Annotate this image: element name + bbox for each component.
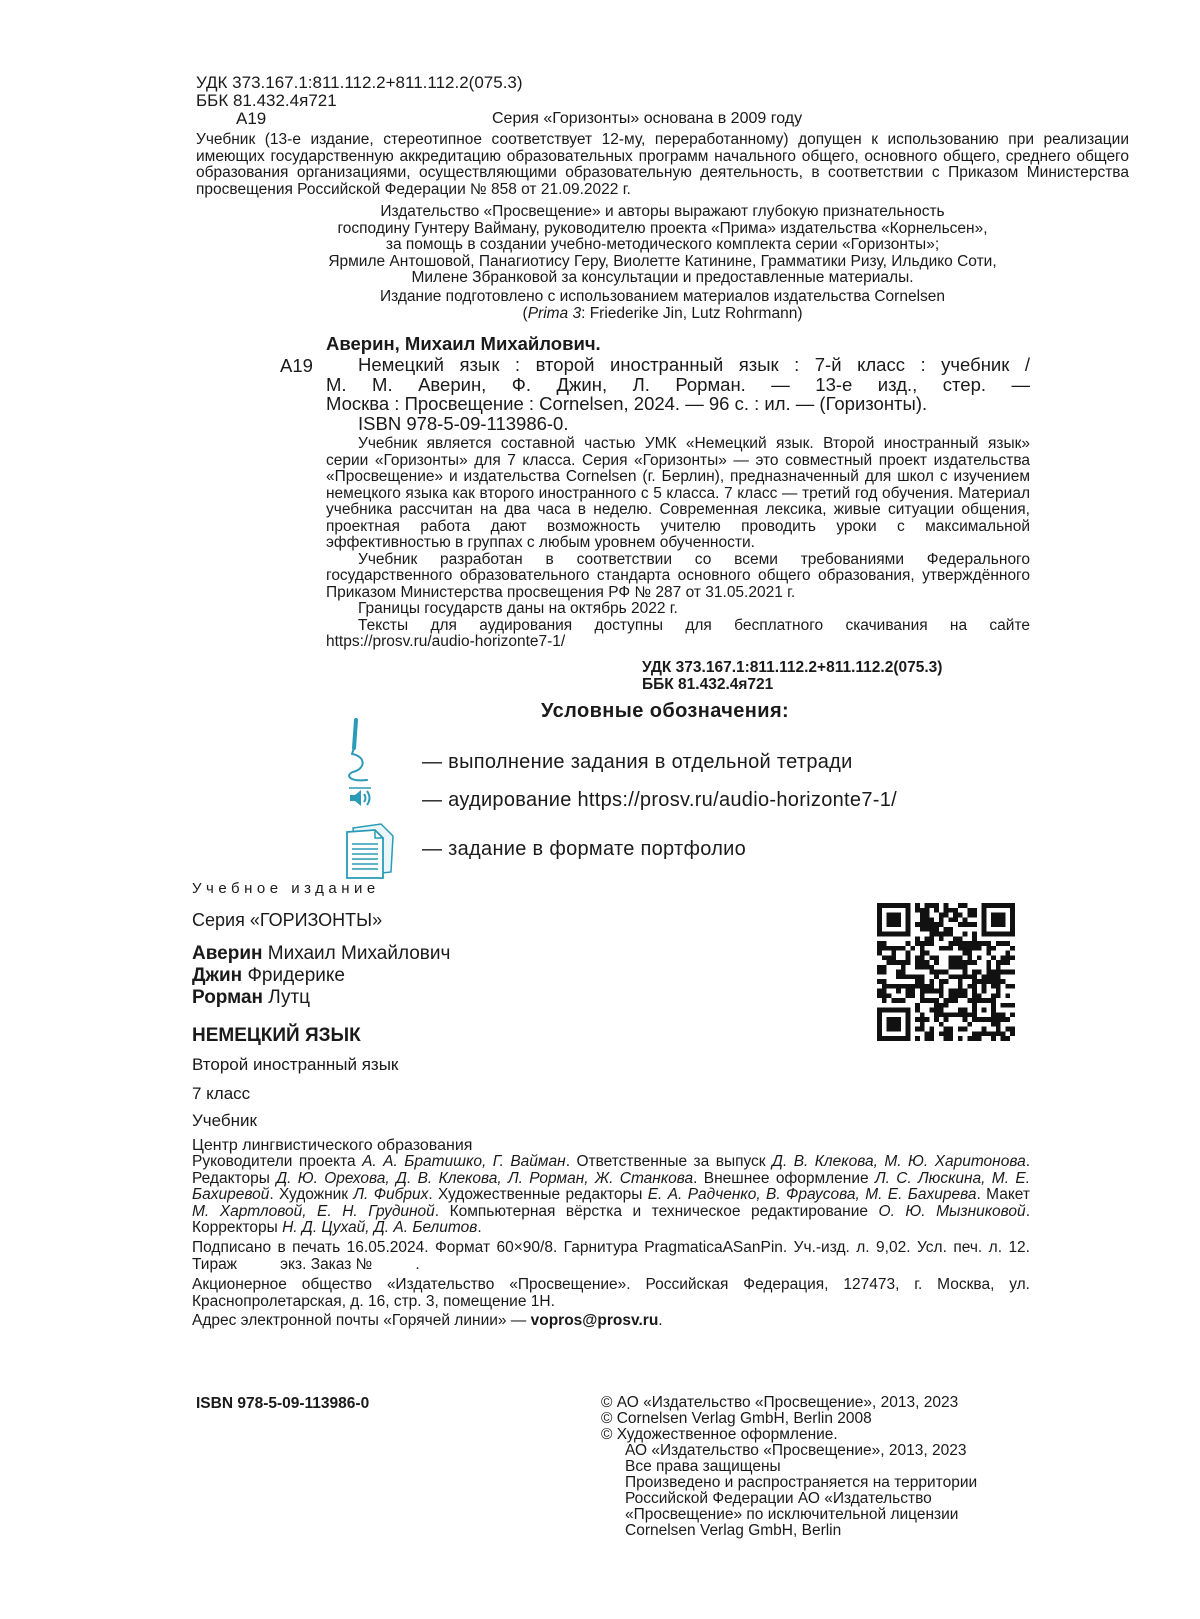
staff-role: . Компьютерная вёрстка и техническое редактирование [434, 1202, 879, 1220]
gratitude-line: Ярмиле Антошовой, Панагиотису Геру, Виолетте Катинине, Грамматики Ризу, Ильдико Соти, [328, 252, 997, 270]
biblio-line: М. М. Аверин, Ф. Джин, Л. Рорман. — 13-е изд., стер. — [326, 373, 1030, 395]
isbn-bottom: ISBN 978-5-09-113986-0 [196, 1395, 370, 1412]
biblio-code: А19 [280, 355, 313, 376]
copyright-block [601, 1395, 977, 1539]
copyright-line: © Cornelsen Verlag GmbH, Berlin 2008 [601, 1410, 872, 1427]
staff-names: Д. Ю. Орехова, Д. В. Клекова, Л. Рорман, Ж. Станкова [276, 1169, 694, 1187]
udk-bold: УДК 373.167.1:811.112.2+811.112.2(075.3) [642, 659, 943, 676]
biblio-line: Немецкий язык : второй иностранный язык : 7-й класс : учебник / [358, 354, 1030, 375]
author-last: Джин [192, 965, 243, 986]
author-first: Фридерике [242, 965, 346, 986]
author-line [192, 943, 450, 965]
udk-bbk-bold [642, 659, 942, 693]
copyright-line: © АО «Издательство «Просвещение», 2013, 2023 [601, 1394, 959, 1411]
print-info: Подписано в печать 16.05.2024. Формат 60×90/8. Гарнитура PragmaticaASanPin. Уч.-изд. л. 9,02. Усл. печ. л. 12. Тираж экз. Заказ № . [192, 1239, 1035, 1273]
udk-code: УДК 373.167.1:811.112.2+811.112.2(075.3) [196, 73, 523, 92]
approval-text: Учебник (13-е издание, стереотипное соответствует 12-му, переработанному) допущен к использованию при реализации имеющих государственную аккредитацию образовательных программ начального общего, основного общего, среднего общего образования организациями, осуществляющими образовательную деятельность, в соответствии с Приказом Министерства просвещения Российской Федерации № 858 от 21.09.2022 г. [196, 131, 1129, 198]
author-line [192, 987, 450, 1009]
author-first: Михаил Михайлович [262, 943, 451, 964]
gratitude-line: господину Гунтеру Вайману, руководителю проекта «Прима» издательства «Корнельсен», [337, 219, 988, 237]
email-address[interactable]: vopros@prosv.ru [530, 1312, 659, 1329]
cornelsen-note [196, 289, 1129, 322]
pen-icon [341, 718, 377, 790]
author-first: Лутц [263, 987, 311, 1008]
copyright-line: «Просвещение» по исключительной лицензии [625, 1506, 959, 1523]
annotation-paragraph: Учебник разработан в соответствии со всеми требованиями Федерального государственного образовательного стандарта основного общего образования, утверждённого Приказом Министерства просвещения РФ № 287 от 31.05.2021 г. [326, 550, 1030, 601]
publisher-address: Акционерное общество «Издательство «Просвещение». Российская Федерация, 127473, г. Москва, ул. Краснопролетарская, д. 16, стр. 3, помещение 1Н. [192, 1276, 1030, 1310]
copyright-line: Российской Федерации АО «Издательство [625, 1490, 932, 1507]
document-icon [343, 822, 397, 880]
staff-role: Руководители проекта [192, 1153, 363, 1170]
staff-role: . Корректоры [192, 1202, 1030, 1236]
source-authors: : Friederike Jin, Lutz Rohrmann) [581, 304, 803, 322]
copyright-line: Произведено и распространяется на территории [625, 1474, 978, 1491]
staff-names: Л. С. Люскина, М. Е. Бахиревой [192, 1169, 1030, 1203]
staff-role: . Художник [269, 1186, 354, 1203]
staff-role: . Внешнее оформление [693, 1169, 875, 1187]
author-mark: А19 [236, 109, 267, 128]
author-last: Рорман [192, 987, 264, 1008]
speaker-icon [348, 789, 374, 807]
source-title: Prima 3 [527, 304, 582, 322]
edition-type: Учебное издание [192, 880, 380, 897]
legend-text: — выполнение задания в отдельной тетради [422, 751, 853, 773]
staff-role: . [477, 1219, 482, 1236]
staff-role: . Редакторы [192, 1153, 1031, 1187]
biblio-record [326, 355, 1030, 433]
staff-names: Н. Д. Цухай, Д. А. Белитов [282, 1219, 478, 1236]
qr-code[interactable] [877, 903, 1015, 1041]
legend-title: Условные обозначения: [541, 700, 790, 722]
annotation-paragraph: Тексты для аудирования доступны для бесплатного скачивания на сайте https://prosv.ru/audio-horizonte7-1/ [326, 616, 1030, 650]
header-codes [196, 74, 523, 128]
author-line [192, 965, 450, 987]
series-note: Серия «Горизонты» основана в 2009 году [492, 110, 803, 127]
book-kind: Учебник [192, 1111, 257, 1130]
biblio-author: Аверин, Михаил Михайлович. [326, 333, 601, 354]
annotation [326, 436, 1030, 651]
gratitude-line: Издательство «Просвещение» и авторы выражают глубокую признательность [380, 203, 945, 220]
book-grade: 7 класс [192, 1084, 251, 1103]
copyright-line: АО «Издательство «Просвещение», 2013, 2023 [625, 1442, 967, 1459]
biblio-isbn: ISBN 978-5-09-113986-0. [358, 412, 569, 434]
annotation-paragraph: Учебник является составной частью УМК «Немецкий язык. Второй иностранный язык» серии «Горизонты» для 7 класса. Серия «Горизонты» — это совместный проект издательства «Просвещение» и издательства Cornelsen (г. Берлин), предназначенный для школ с изучением немецкого языка как второго иностранного с 5 класса. 7 класс — третий год обучения. Материал учебника рассчитан на два часа в неделю. Современная лексика, живые ситуации общения, проектная работа дают возможность учителю проводить уроки с максимальной эффективностью в группах с любым уровнем обученности. [326, 435, 1030, 551]
legend-text: — аудирование https://prosv.ru/audio-horizonte7-1/ [422, 789, 897, 811]
staff-names: Е. А. Радченко, В. Фраусова, М. Е. Бахирева [647, 1186, 977, 1203]
staff-names: А. А. Братишко, Г. Вайман [362, 1153, 566, 1170]
email-label: Адрес электронной почты «Горячей линии» — [192, 1312, 531, 1329]
copyright-line: © Художественное оформление. [601, 1426, 838, 1443]
staff-names: Л. Фибрих [353, 1186, 429, 1203]
staff-role: . Ответственные за выпуск [565, 1153, 773, 1170]
staff-role: . Художественные редакторы [428, 1186, 648, 1203]
staff-credits [192, 1154, 1030, 1237]
series-name: Серия «ГОРИЗОНТЫ» [192, 910, 383, 930]
annotation-paragraph: Границы государств даны на октябрь 2022 г. [358, 600, 678, 617]
email-line [192, 1313, 663, 1330]
gratitude-line: за помощь в создании учебно-методического комплекта серии «Горизонты»; [385, 236, 940, 253]
email-dot: . [658, 1312, 663, 1329]
staff-role: . Макет [976, 1186, 1030, 1203]
bbk-bold: ББК 81.432.4я721 [642, 676, 774, 693]
copyright-line: Cornelsen Verlag GmbH, Berlin [625, 1522, 842, 1539]
authors-list [192, 943, 450, 1009]
book-title: НЕМЕЦКИЙ ЯЗЫК [192, 1025, 361, 1046]
legend-text: — задание в формате портфолио [422, 838, 747, 860]
gratitude-block [196, 204, 1129, 287]
author-last: Аверин [192, 943, 263, 964]
copyright-line: Все права защищены [625, 1458, 781, 1475]
cornelsen-line: Издание подготовлено с использованием материалов издательства Cornelsen [379, 288, 946, 305]
paren: ( [522, 304, 528, 322]
bbk-code: ББК 81.432.4я721 [196, 91, 337, 110]
biblio-line: Москва : Просвещение : Cornelsen, 2024. — 96 с. : ил. — (Горизонты). [326, 393, 928, 414]
staff-names: О. Ю. Мызниковой [878, 1202, 1026, 1220]
staff-names: Д. В. Клекова, М. Ю. Харитонова [772, 1153, 1026, 1170]
book-subtitle: Второй иностранный язык [192, 1055, 399, 1074]
gratitude-line: Милене Збранковой за консультации и предоставленные материалы. [411, 269, 914, 286]
center-name: Центр лингвистического образования [192, 1137, 473, 1154]
staff-names: М. Хартловой, Е. Н. Грудиной [192, 1202, 435, 1220]
cornelsen-source [196, 306, 1129, 323]
